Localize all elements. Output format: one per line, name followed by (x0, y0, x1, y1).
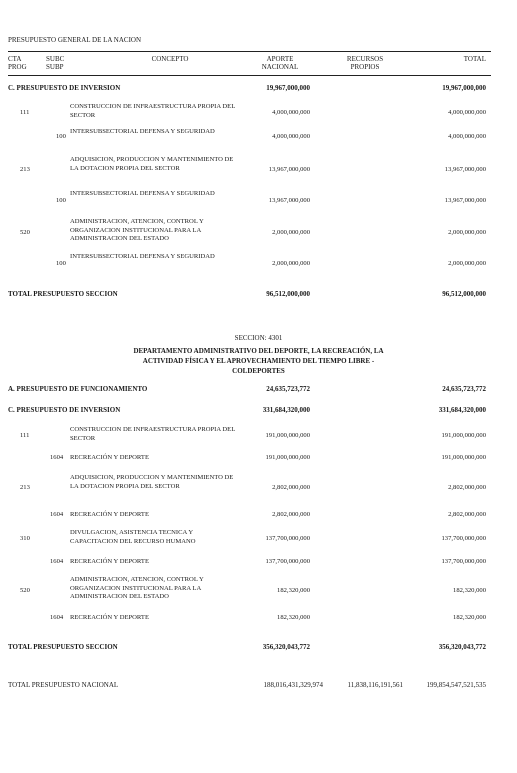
b1-row2-aporte: 4,000,000,000 (272, 133, 310, 140)
b2-row5-concepto: DIVULGACION, ASISTENCIA TECNICA Y CAPACITACION DEL RECURSO HUMANO (70, 529, 196, 545)
b2-row3-aporte: 2,802,000,000 (272, 484, 310, 491)
b1-row1-concepto: CONSTRUCCION DE INFRAESTRUCTURA PROPIA DEL SECTOR (70, 103, 235, 119)
b2-row6-subc: 1604 (50, 558, 64, 565)
block2-inversion-label: C. PRESUPUESTO DE INVERSION (8, 406, 121, 414)
b1-row2-total: 4,000,000,000 (448, 133, 486, 140)
b1-row6-subc: 100 (56, 260, 66, 267)
block1-total-label: TOTAL PRESUPUESTO SECCION (8, 290, 118, 298)
b2-row7-concepto: ADMINISTRACION, ATENCION, CONTROL Y ORGANIZACION INSTITUCIONAL PARA LA ADMINISTRACION DEL ESTADO (70, 576, 204, 600)
block2-total-aporte: 356,320,043,772 (262, 643, 310, 651)
b1-row6-concepto: INTERSUBSECTORIAL DEFENSA Y SEGURIDAD (70, 253, 215, 260)
block2-inversion-aporte: 331,684,320,000 (262, 406, 310, 414)
b2-row7-cta: 520 (20, 587, 30, 594)
section-heading-line2: ACTIVIDAD FÍSICA Y EL APROVECHAMIENTO DEL TIEMPO LIBRE - (142, 357, 375, 365)
b1-row3-total: 13,967,000,000 (444, 166, 486, 173)
b1-row6-aporte: 2,000,000,000 (272, 260, 310, 267)
b1-row2-concepto: INTERSUBSECTORIAL DEFENSA Y SEGURIDAD (70, 128, 215, 135)
b2-row5-aporte: 137,700,000,000 (265, 535, 310, 542)
block2-funcionamiento-aporte: 24,635,723,772 (266, 385, 310, 393)
b2-row8-total: 182,320,000 (453, 614, 486, 621)
block2-funcionamiento-total: 24,635,723,772 (442, 385, 486, 393)
b2-row5-cta: 310 (20, 535, 30, 542)
b2-row4-total: 2,802,000,000 (448, 511, 486, 518)
header-bottom-rule (8, 75, 491, 76)
b2-row7-aporte: 182,320,000 (277, 587, 310, 594)
col-cta-line1: CTA (8, 55, 22, 63)
b2-row1-total: 191,000,000,000 (441, 432, 486, 439)
b1-row1-cta: 111 (20, 109, 30, 116)
b2-row8-subc: 1604 (50, 614, 64, 621)
col-cta-line2: PROG (8, 63, 27, 71)
block1-inversion-label: C. PRESUPUESTO DE INVERSION (8, 84, 121, 92)
b2-row3-cta: 213 (20, 484, 30, 491)
col-aporte-line1: APORTE (266, 55, 294, 63)
block1-total-total: 96,512,000,000 (442, 290, 486, 298)
block1-inversion-aporte: 19,967,000,000 (266, 84, 310, 92)
b2-row2-aporte: 191,000,000,000 (265, 454, 310, 461)
b1-row4-aporte: 13,967,000,000 (268, 197, 310, 204)
nacional-total-aporte: 188,016,431,329,974 (263, 681, 323, 689)
b2-row4-concepto: RECREACIÓN Y DEPORTE (70, 511, 149, 518)
b1-row6-total: 2,000,000,000 (448, 260, 486, 267)
block2-funcionamiento-label: A. PRESUPUESTO DE FUNCIONAMIENTO (8, 385, 148, 393)
section-heading-line1: DEPARTAMENTO ADMINISTRATIVO DEL DEPORTE, LA RECREACIÓN, LA (133, 347, 384, 355)
block2-total-label: TOTAL PRESUPUESTO SECCION (8, 643, 118, 651)
b1-row3-cta: 213 (20, 166, 30, 173)
col-recursos-line2: PROPIOS (350, 63, 380, 71)
b2-row5-total: 137,700,000,000 (441, 535, 486, 542)
block2-total-total: 356,320,043,772 (438, 643, 486, 651)
b1-row1-total: 4,000,000,000 (448, 109, 486, 116)
b2-row2-concepto: RECREACIÓN Y DEPORTE (70, 454, 149, 461)
document-title: PRESUPUESTO GENERAL DE LA NACION (8, 36, 142, 44)
b2-row1-aporte: 191,000,000,000 (265, 432, 310, 439)
b2-row4-subc: 1604 (50, 511, 64, 518)
section-heading-line3: COLDEPORTES (232, 367, 285, 375)
b2-row3-total: 2,802,000,000 (448, 484, 486, 491)
b2-row6-concepto: RECREACIÓN Y DEPORTE (70, 558, 149, 565)
col-subc-line1: SUBC (46, 55, 65, 63)
b2-row2-subc: 1604 (50, 454, 64, 461)
col-subc-line2: SUBP (46, 63, 64, 71)
b1-row4-subc: 100 (56, 197, 66, 204)
header-top-rule (8, 51, 491, 52)
nacional-total-total: 199,854,547,521,535 (426, 681, 486, 689)
b2-row3-concepto: ADQUISICION, PRODUCCION Y MANTENIMIENTO DE LA DOTACION PROPIA DEL SECTOR (70, 474, 234, 490)
b1-row3-concepto: ADQUISICION, PRODUCCION Y MANTENIMIENTO DE LA DOTACION PROPIA DEL SECTOR (70, 156, 234, 172)
b1-row3-aporte: 13,967,000,000 (268, 166, 310, 173)
b1-row5-cta: 520 (20, 229, 30, 236)
b1-row4-total: 13,967,000,000 (444, 197, 486, 204)
b2-row2-total: 191,000,000,000 (441, 454, 486, 461)
b2-row7-total: 182,320,000 (453, 587, 486, 594)
block2-inversion-total: 331,684,320,000 (438, 406, 486, 414)
col-recursos-line1: RECURSOS (346, 55, 384, 63)
b2-row6-total: 137,700,000,000 (441, 558, 486, 565)
b1-row5-total: 2,000,000,000 (448, 229, 486, 236)
col-concepto: CONCEPTO (151, 55, 189, 63)
block1-total-aporte: 96,512,000,000 (266, 290, 310, 298)
b2-row6-aporte: 137,700,000,000 (265, 558, 310, 565)
col-aporte-line2: NACIONAL (261, 63, 299, 71)
nacional-total-label: TOTAL PRESUPUESTO NACIONAL (8, 681, 119, 689)
section-code: SECCION: 4301 (234, 334, 283, 342)
b2-row1-cta: 111 (20, 432, 30, 439)
block1-inversion-total: 19,967,000,000 (442, 84, 486, 92)
b1-row1-aporte: 4,000,000,000 (272, 109, 310, 116)
col-total: TOTAL (463, 55, 486, 63)
nacional-total-recursos: 11,838,116,191,561 (347, 681, 403, 689)
b1-row2-subc: 100 (56, 133, 66, 140)
b2-row1-concepto: CONSTRUCCION DE INFRAESTRUCTURA PROPIA DEL SECTOR (70, 426, 235, 442)
b2-row8-concepto: RECREACIÓN Y DEPORTE (70, 614, 149, 621)
b2-row4-aporte: 2,802,000,000 (272, 511, 310, 518)
b2-row8-aporte: 182,320,000 (277, 614, 310, 621)
b1-row5-aporte: 2,000,000,000 (272, 229, 310, 236)
b1-row5-concepto: ADMINISTRACION, ATENCION, CONTROL Y ORGANIZACION INSTITUCIONAL PARA LA ADMINISTRACION DEL ESTADO (70, 218, 204, 242)
b1-row4-concepto: INTERSUBSECTORIAL DEFENSA Y SEGURIDAD (70, 190, 215, 197)
